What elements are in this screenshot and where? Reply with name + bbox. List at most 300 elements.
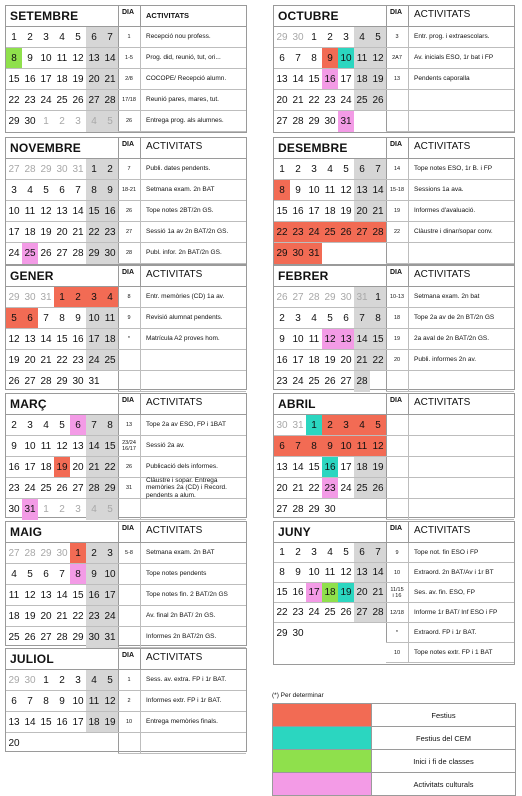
activity-text: Tope notes extr. FP i 1 BAT [414, 648, 493, 656]
day-cell: 25 [354, 478, 370, 498]
day-cell: 31 [102, 627, 118, 648]
day-grid [274, 415, 387, 520]
day-cell [370, 623, 386, 643]
day-cell [86, 733, 102, 754]
activity-text: Extraord. FP i 1r BAT. [414, 628, 477, 636]
day-cell: 1 [70, 543, 86, 563]
day-cell: 13 [72, 440, 84, 452]
activity-day: 27 [118, 222, 141, 242]
activity-row [386, 329, 514, 350]
day-cell: 22 [274, 222, 290, 242]
activity-day: 12/18 [386, 603, 409, 622]
month-febrer [273, 265, 515, 390]
activity-text: Tope notes pendents [146, 570, 207, 578]
activity-row [118, 670, 246, 691]
day-cell: 16 [292, 205, 304, 217]
month-name: GENER [10, 269, 54, 283]
day-cell: 31 [306, 243, 322, 264]
week-row [6, 69, 118, 90]
activity-text [146, 733, 242, 753]
day-cell: 16 [322, 457, 338, 477]
day-cell: 14 [292, 73, 304, 85]
activity-text: Tope not. fin ESO i FP [414, 548, 479, 556]
activity-row [386, 243, 514, 264]
day-cell: 1 [306, 415, 322, 435]
month-name: JUNY [278, 525, 311, 539]
day-cell [354, 499, 370, 520]
day-cell: 10 [40, 52, 52, 64]
month-setembre [5, 5, 247, 133]
activity-row [386, 350, 514, 371]
day-cell: 20 [276, 482, 288, 494]
activity-row [118, 478, 246, 499]
day-cell: 10 [86, 308, 102, 328]
activity-text: Setmana exam. 2n BAT [146, 186, 215, 194]
day-cell: 18 [56, 73, 68, 85]
day-cell: 1 [43, 116, 49, 127]
day-cell: 13 [56, 205, 68, 217]
day-cell: 25 [22, 243, 38, 264]
day-cell: 7 [43, 312, 49, 324]
day-cell: 29 [308, 116, 320, 127]
day-cell: 22 [370, 350, 386, 370]
day-cell: 29 [324, 291, 336, 303]
day-cell: 29 [308, 504, 320, 515]
week-row [6, 201, 118, 222]
activity-row [118, 436, 246, 457]
activity-text: Pendents caporalla [414, 75, 470, 83]
week-row [6, 111, 118, 132]
day-cell: 19 [8, 354, 20, 366]
day-cell: 12 [340, 184, 352, 196]
activity-text: Tope notes 2BT/2n GS. [146, 207, 214, 215]
day-cell: 9 [27, 52, 33, 64]
day-cell: 2 [59, 116, 65, 127]
activity-row [386, 371, 514, 392]
day-cell: 5 [6, 308, 22, 328]
day-cell: 11 [24, 205, 36, 217]
day-cell: 18 [24, 226, 36, 238]
day-cell: 29 [56, 376, 68, 387]
legend-item-festius [272, 703, 516, 726]
day-cell: 15 [102, 436, 118, 456]
week-row [6, 222, 118, 243]
day-cell [322, 623, 338, 643]
day-cell: 27 [354, 222, 370, 242]
day-cell: 12 [24, 589, 36, 601]
day-cell: 23 [292, 607, 304, 618]
month-name: ABRIL [278, 397, 316, 411]
day-cell: 3 [11, 184, 17, 196]
activity-text: Informes extr. FP i 1r BAT. [146, 697, 222, 705]
week-row [274, 287, 386, 308]
day-cell: 18 [102, 329, 118, 349]
day-cell: 18 [354, 457, 370, 477]
month-header [6, 522, 246, 543]
day-cell: 2 [59, 674, 65, 686]
day-cell: 28 [86, 478, 102, 498]
activity-day: 18-21 [118, 180, 141, 200]
day-cell: 1 [43, 674, 49, 686]
day-cell: 24 [308, 607, 320, 618]
activitats-header: ACTIVITATS [140, 6, 246, 26]
activity-text: Prog. did, reunió, tut, ori... [146, 54, 221, 62]
activity-day: 10 [118, 712, 141, 732]
week-row [6, 478, 118, 499]
day-cell: 2 [295, 163, 301, 175]
day-cell: 16 [86, 585, 102, 605]
day-cell: 10 [102, 564, 118, 584]
activity-row [118, 159, 246, 180]
day-cell: 28 [56, 632, 68, 643]
month-novembre [5, 137, 247, 265]
legend-note: (*) Per determinar [272, 692, 324, 699]
activity-day [386, 111, 409, 131]
day-cell: 29 [8, 291, 20, 303]
day-cell: 19 [40, 226, 52, 238]
activity-text [146, 350, 242, 370]
day-cell: 22 [72, 610, 84, 622]
activity-text: Tope notes fin. 2 BAT/2n GS [146, 591, 228, 599]
activity-row [386, 180, 514, 201]
day-cell: 6 [274, 436, 290, 456]
activity-day [118, 585, 141, 605]
day-cell: 6 [59, 184, 65, 196]
day-cell: 29 [86, 243, 102, 264]
activity-row [386, 499, 514, 520]
day-cell: 26 [370, 478, 386, 498]
day-cell: 22 [102, 457, 118, 477]
activity-day [386, 499, 409, 519]
day-cell: 26 [370, 90, 386, 110]
week-row [274, 543, 386, 563]
day-cell: 29 [8, 674, 20, 686]
day-cell [354, 111, 370, 132]
day-cell: 15 [86, 201, 102, 221]
day-cell: 3 [295, 312, 301, 324]
day-cell: 26 [24, 632, 36, 643]
day-cell: 13 [24, 333, 36, 345]
day-cell: 7 [354, 308, 370, 328]
activity-day: 17/18 [118, 90, 141, 110]
day-cell: 9 [279, 333, 285, 345]
day-cell: 31 [338, 111, 354, 132]
activity-day: 1 [118, 27, 141, 47]
week-row [274, 308, 386, 329]
day-cell: 9 [295, 567, 301, 578]
day-cell: 30 [24, 291, 36, 303]
day-cell: 13 [40, 589, 52, 601]
week-row [6, 499, 118, 520]
week-row [274, 243, 386, 264]
day-cell: 17 [340, 461, 352, 473]
day-cell: 29 [40, 163, 52, 175]
day-cell: 10 [24, 440, 36, 452]
day-cell: 30 [290, 243, 306, 264]
activity-text: Extraord. 2n BAT/Av i 1r BT [414, 568, 494, 576]
legend-item-cem [272, 726, 516, 749]
activity-row [118, 222, 246, 243]
day-cell: 19 [24, 610, 36, 622]
activitats-header: ACTIVITATS [408, 138, 514, 158]
month-header [6, 266, 246, 287]
activity-row [118, 48, 246, 69]
day-cell: 13 [354, 180, 370, 200]
day-cell: 1 [86, 159, 102, 179]
activity-text [414, 499, 510, 519]
day-cell: 13 [338, 329, 354, 349]
activity-day: 15-18 [386, 180, 409, 200]
week-row [274, 329, 386, 350]
month-header [274, 6, 514, 27]
week-row [6, 371, 118, 392]
activity-day [118, 350, 141, 370]
day-cell: 8 [59, 312, 65, 324]
day-grid [274, 27, 387, 132]
day-cell [354, 623, 370, 643]
day-cell: 12 [8, 333, 20, 345]
month-name: MARÇ [10, 397, 47, 411]
day-cell: 12 [322, 329, 338, 349]
day-cell: 9 [75, 312, 81, 324]
week-row [6, 712, 118, 733]
day-cell: 4 [86, 499, 102, 520]
dia-header: DIA [386, 394, 408, 414]
day-cell: 20 [354, 583, 370, 602]
activity-day: 3 [386, 27, 409, 47]
activity-day: 2 [118, 691, 141, 711]
day-cell: 24 [292, 376, 304, 387]
day-cell: 28 [354, 371, 370, 392]
day-grid [6, 415, 119, 520]
activitats-header: ACTIVITATS [408, 394, 514, 414]
activity-row [386, 583, 514, 603]
day-cell: 7 [290, 436, 306, 456]
activity-row [386, 287, 514, 308]
activity-day [118, 627, 141, 647]
day-cell [370, 371, 386, 392]
activity-text [414, 371, 510, 391]
day-cell: 1 [54, 287, 70, 307]
week-row [6, 457, 118, 478]
month-maig [5, 521, 247, 646]
activity-day: 26 [118, 201, 141, 221]
day-cell: 30 [340, 291, 352, 303]
day-cell: 21 [56, 610, 68, 622]
day-cell: 3 [338, 415, 354, 435]
day-grid [6, 543, 119, 648]
day-cell: 30 [56, 547, 68, 559]
activity-text: Informe 1r BAT/ Inf ESO i FP [414, 608, 498, 616]
activity-row [386, 48, 514, 69]
day-cell: 18 [308, 354, 320, 366]
activity-day [386, 243, 409, 263]
activity-row [386, 159, 514, 180]
day-cell: 31 [22, 499, 38, 520]
day-cell: 7 [370, 543, 386, 562]
week-row [6, 329, 118, 350]
activity-row [386, 563, 514, 583]
day-cell: 15 [8, 73, 20, 85]
legend-item-classes [272, 749, 516, 772]
day-cell: 19 [370, 457, 386, 477]
activity-row [118, 606, 246, 627]
week-row [6, 436, 118, 457]
week-row [274, 69, 386, 90]
day-cell: 23 [322, 478, 338, 498]
day-cell: 18 [354, 69, 370, 89]
activity-text: Revisió alumnat pendents. [146, 314, 223, 322]
day-cell: 4 [27, 184, 33, 196]
activity-row [118, 457, 246, 478]
activity-row [386, 478, 514, 499]
legend-label: Activitats culturals [413, 779, 474, 789]
day-cell: 19 [72, 73, 84, 85]
day-cell: 1 [311, 31, 317, 43]
activity-day: * [386, 623, 409, 642]
day-cell: 5 [343, 547, 349, 558]
month-desembre [273, 137, 515, 265]
day-cell: 20 [340, 354, 352, 366]
activity-text [414, 243, 510, 263]
activity-day [386, 371, 409, 391]
day-cell: 29 [40, 547, 52, 559]
week-row [6, 415, 118, 436]
activity-row [118, 201, 246, 222]
day-cell: 5 [327, 312, 333, 324]
activity-text: Tope 2a av ESO, FP i 1BAT [146, 421, 226, 429]
month-header [274, 138, 514, 159]
day-cell: 9 [322, 436, 338, 456]
day-cell: 22 [56, 354, 68, 366]
day-cell: 15 [308, 461, 320, 473]
day-cell: 7 [295, 52, 301, 64]
day-cell: 28 [102, 90, 118, 110]
day-cell: 5 [59, 419, 65, 431]
day-cell: 11 [324, 567, 336, 578]
day-cell: 26 [276, 291, 288, 303]
activity-day [386, 415, 409, 435]
day-cell: 18 [324, 205, 336, 217]
activity-day: 31 [118, 478, 141, 498]
activity-row [118, 27, 246, 48]
day-cell: 3 [27, 419, 33, 431]
day-cell: 10 [338, 436, 354, 456]
day-cell: 17 [86, 329, 102, 349]
activity-day: 23/24 16/17 [118, 436, 141, 456]
day-cell: 19 [340, 205, 352, 217]
week-row [274, 371, 386, 392]
day-cell: 11 [308, 333, 320, 345]
day-cell: 30 [86, 627, 102, 648]
day-cell [354, 243, 370, 264]
activity-day: 10-13 [386, 287, 409, 307]
day-cell: 24 [306, 222, 322, 242]
activity-text: 2a aval de 2n BAT/2n GS. [414, 335, 490, 343]
day-cell: 30 [24, 674, 36, 686]
month-name: FEBRER [278, 269, 329, 283]
day-cell: 24 [340, 482, 352, 494]
week-row [6, 585, 118, 606]
day-cell: 3 [75, 504, 81, 515]
week-row [274, 201, 386, 222]
activitats-header: ACTIVITATS [140, 649, 246, 669]
day-cell: 27 [276, 504, 288, 515]
day-cell: 4 [354, 415, 370, 435]
activity-row [386, 90, 514, 111]
day-cell: 27 [276, 116, 288, 127]
activity-row [386, 643, 514, 663]
week-row [274, 159, 386, 180]
week-row [6, 27, 118, 48]
day-cell: 14 [86, 436, 102, 456]
day-cell [370, 111, 386, 132]
activity-day: 7 [118, 159, 141, 179]
activity-text: Entrega prog. als alumnes. [146, 117, 224, 125]
day-cell: 28 [24, 163, 36, 175]
week-row [274, 499, 386, 520]
day-cell: 7 [75, 184, 81, 196]
day-cell: 28 [370, 603, 386, 622]
activity-day: 18 [386, 308, 409, 328]
activity-text [414, 436, 510, 456]
activity-text [146, 371, 242, 391]
day-cell: 17 [40, 73, 52, 85]
day-cell: 17 [8, 226, 20, 238]
activitats-header: ACTIVITATS [140, 522, 246, 542]
day-cell [338, 243, 354, 264]
day-cell: 11 [40, 440, 52, 452]
dia-header: DIA [386, 6, 408, 26]
activity-row [118, 308, 246, 329]
day-cell: 20 [354, 201, 370, 221]
day-cell: 2 [322, 415, 338, 435]
day-cell: 1 [11, 31, 17, 43]
day-cell: 25 [102, 350, 118, 370]
day-cell: 25 [56, 94, 68, 106]
day-cell [338, 623, 354, 643]
day-cell: 1 [279, 547, 285, 558]
legend-swatch [273, 704, 372, 726]
month-header [274, 522, 514, 543]
activity-day: 2/8 [118, 69, 141, 89]
day-cell: 5 [370, 415, 386, 435]
activity-day: 5-8 [118, 543, 141, 563]
day-cell: 13 [8, 716, 20, 728]
activitats-header: ACTIVITATS [408, 266, 514, 286]
day-cell: 15 [276, 587, 288, 598]
week-row [6, 180, 118, 201]
day-cell: 24 [102, 606, 118, 626]
week-row [6, 90, 118, 111]
day-cell: 15 [56, 333, 68, 345]
activity-row [386, 222, 514, 243]
legend-swatch [273, 727, 372, 749]
day-cell: 9 [11, 440, 17, 452]
day-cell: 27 [24, 376, 36, 387]
activity-text: Ses. av. fin. ESO, FP [414, 588, 475, 596]
day-cell: 6 [70, 415, 86, 435]
activity-day: 26 [118, 111, 141, 131]
day-cell: 2 [279, 312, 285, 324]
month-octubre [273, 5, 515, 133]
day-cell: 8 [274, 180, 290, 200]
day-cell: 2 [295, 547, 301, 558]
day-cell: 11 [86, 691, 102, 711]
day-cell: 15 [308, 73, 320, 85]
activity-day: 22 [386, 222, 409, 242]
day-cell: 7 [59, 568, 65, 580]
